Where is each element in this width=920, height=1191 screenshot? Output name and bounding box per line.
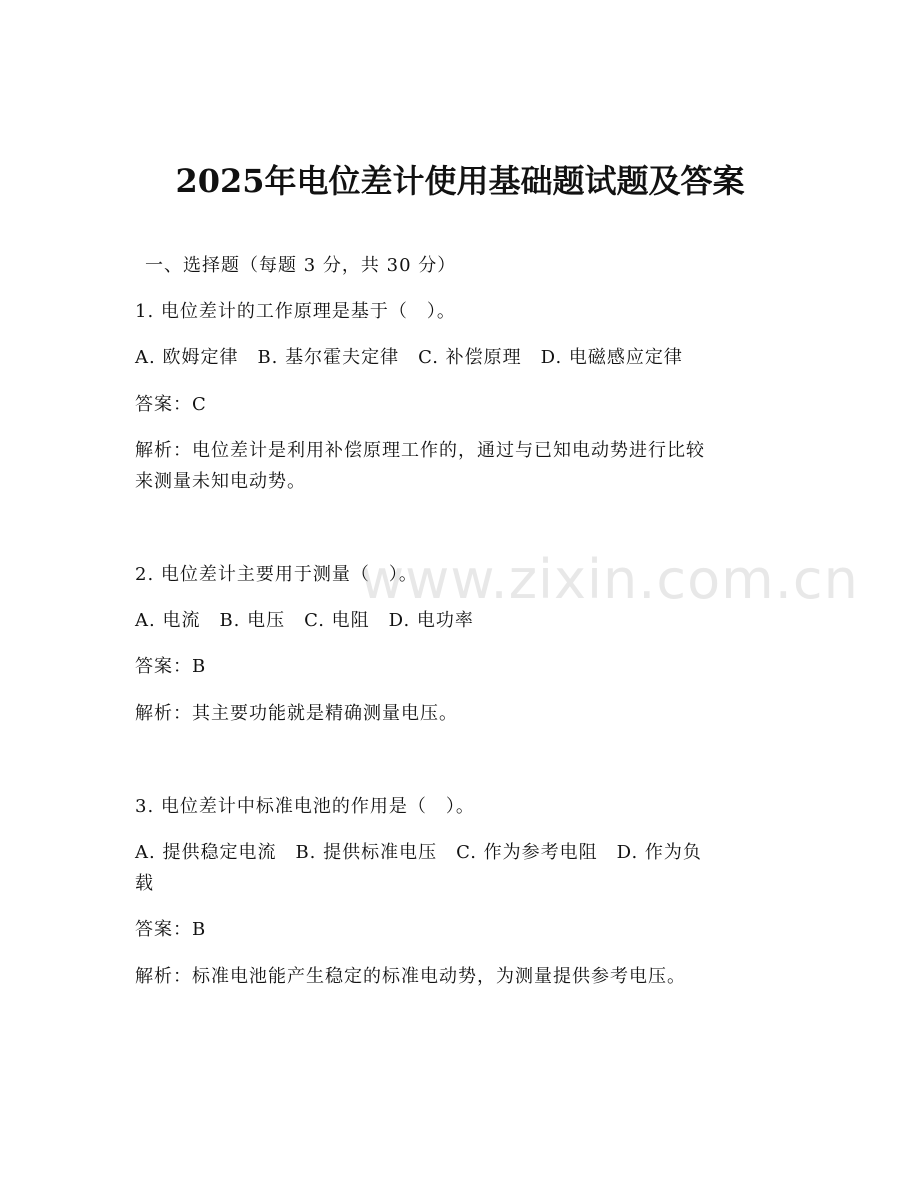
question-1-answer: 答案：C — [135, 394, 207, 415]
question-2-explanation: 解析：其主要功能就是精确测量电压。 — [135, 703, 458, 724]
document-title: 2025年电位差计使用基础题试题及答案 — [175, 162, 745, 200]
question-1-explanation-line-2: 来测量未知电动势。 — [135, 471, 306, 492]
question-3-text: 3. 电位差计中标准电池的作用是（ ）。 — [135, 796, 475, 817]
question-2-text: 2. 电位差计主要用于测量（ ）。 — [135, 564, 418, 585]
question-3-explanation: 解析：标准电池能产生稳定的标准电动势，为测量提供参考电压。 — [135, 966, 686, 987]
question-1-explanation-line-1: 解析：电位差计是利用补偿原理工作的，通过与已知电动势进行比较 — [135, 440, 705, 461]
question-3-options-line-1: A. 提供稳定电流 B. 提供标准电压 C. 作为参考电阻 D. 作为负 — [135, 842, 702, 863]
question-3-answer: 答案：B — [135, 919, 207, 940]
question-3-options-line-2: 载 — [135, 873, 154, 894]
question-2-answer: 答案：B — [135, 656, 207, 677]
question-1-text: 1. 电位差计的工作原理是基于（ ）。 — [135, 301, 456, 322]
watermark: www.zixin.com.cn — [360, 548, 859, 611]
section-heading: 一、选择题（每题 3 分，共 30 分） — [145, 255, 457, 276]
question-2-options: A. 电流 B. 电压 C. 电阻 D. 电功率 — [135, 610, 474, 631]
question-1-options: A. 欧姆定律 B. 基尔霍夫定律 C. 补偿原理 D. 电磁感应定律 — [135, 347, 683, 368]
